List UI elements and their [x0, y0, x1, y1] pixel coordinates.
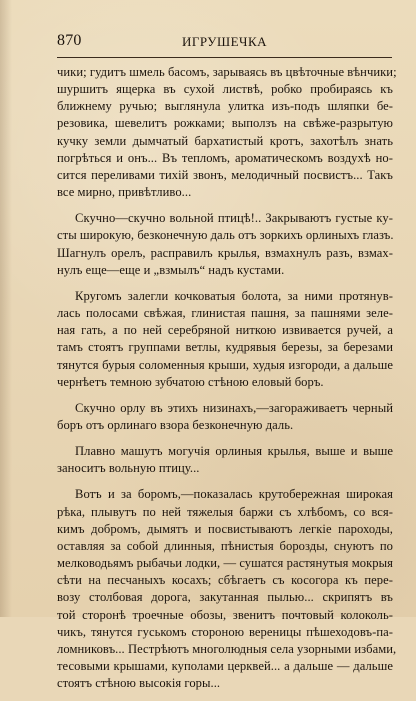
text-line: тянутся бурыя соломенныя крыши, худыя изгороди, а дальше [57, 357, 393, 372]
text-line: ная гать, а по ней серебряной ниткою извивается ручей, а [57, 323, 393, 338]
page-edge-shadow [0, 0, 12, 617]
text-line: кимъ добромъ, дымятъ и посвистываютъ легкіе пароходы, [57, 521, 393, 536]
text-line: Вотъ и за боромъ,—показалась крутобережная широкая [75, 487, 393, 502]
text-line: погрѣться и онъ... Въ тепломъ, ароматическомъ воздухѣ но- [57, 150, 393, 165]
text-line: Плавно машутъ могучія орлиныя крылья, выше и выше [75, 444, 393, 459]
page-number: 870 [57, 32, 82, 49]
paragraph-6 [57, 486, 397, 692]
text-line: стоятъ стѣною высокія горы... [57, 676, 221, 691]
text-line: лась полосами свѣжая, глинистая пашня, за пашнями зеле- [57, 306, 393, 321]
text-line: сты широкую, безконечную даль отъ зоркихъ орлиныхъ глазъ. [57, 228, 394, 243]
text-line: той сторонѣ троечные обозы, звенитъ почтовый колоколь- [57, 607, 393, 622]
text-line: чики; гудитъ шмель басомъ, зарываясь въ цвѣточные вѣнчики; [57, 65, 397, 79]
text-line: шуршитъ ящерка въ сухой листвѣ, робко пробираясь къ [57, 82, 393, 97]
paragraph-5 [57, 443, 393, 477]
text-line: Скучно—скучно вольной птицѣ!.. Закрываютъ густые ку- [75, 211, 393, 226]
paragraph-3 [57, 288, 393, 391]
text-line: Шагнулъ орелъ, расправилъ крылья, взмахнулъ разъ, взмах- [57, 245, 393, 260]
book-text [57, 64, 397, 701]
text-line: заноситъ вольную птицу... [57, 461, 200, 476]
paragraph-1 [57, 64, 397, 201]
page-header [57, 31, 392, 55]
text-line: нулъ еще—еще и „взмылъ“ надъ кустами. [57, 262, 285, 277]
text-line: чикъ, тянутся гуськомъ стороною вереницы пѣшеходовъ-па- [57, 624, 393, 639]
text-line: тамъ стоятъ группами ветлы, кудрявыя березы, за березами [57, 340, 393, 355]
header-rule [57, 57, 392, 58]
text-line: резовика, шевелитъ рожками; выползъ на свѣже-разрытую [57, 116, 393, 131]
paragraph-4 [57, 400, 393, 434]
text-line: Кругомъ залегли кочковатыя болота, за ними протянув- [75, 288, 393, 303]
running-title: ИГРУШЕЧКА [181, 34, 268, 49]
text-line: мелководьямъ рыбачьи лодки, — сушатся растянутыя мокрыя [57, 556, 393, 571]
text-line: сится переливами тихій звонъ, мелодичный посвистъ... Такъ [57, 167, 393, 182]
text-line: боръ отъ орлинаго взора безконечную даль. [57, 417, 294, 432]
text-line: оставляя за собой длинныя, пѣнистыя борозды, снуютъ по [57, 538, 393, 553]
text-line: Скучно орлу въ этихъ низинахъ,—загораживаетъ черный [75, 400, 393, 415]
text-line: рѣка, плывутъ по ней тяжелыя баржи съ хлѣбомъ, со вся- [57, 504, 393, 519]
text-line: ближнему ручью; выглянула улитка изъ-подъ шляпки бе- [57, 99, 393, 114]
text-line: сѣти на песчаныхъ косахъ; сбѣгаетъ съ косогора къ пере- [57, 573, 393, 588]
text-line: ломниковъ... Пестрѣютъ многолюдныя села узорными избами, [57, 641, 397, 656]
text-line: чернѣетъ темною зубчатою стѣною еловый боръ. [57, 374, 324, 389]
text-line: возу столбовая дорога, закутанная пылью... скрипятъ въ [57, 590, 393, 605]
text-line: тесовыми крышами, куполами церквей... а дальше — дальше [57, 659, 393, 673]
text-line: кучку земли дымчатый бархатистый кротъ, захотѣлъ знать [57, 133, 393, 148]
text-line: все мирно, привѣтливо... [57, 185, 192, 200]
paragraph-2 [57, 210, 393, 279]
